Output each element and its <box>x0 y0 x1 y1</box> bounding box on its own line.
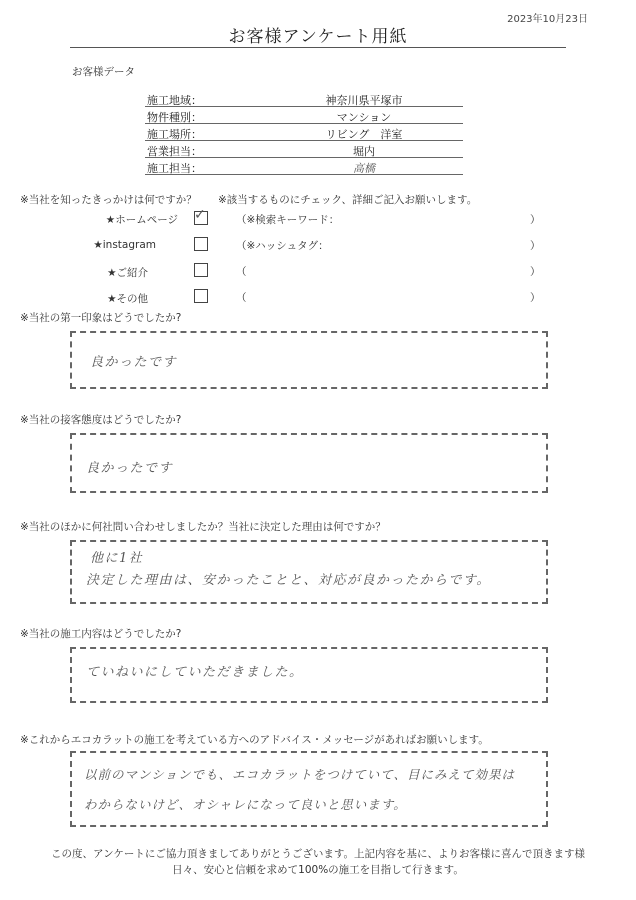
customer-row-label: 施工担当： <box>147 162 202 175</box>
source-checkbox-other[interactable] <box>194 289 208 303</box>
answer-text: 良かったです <box>86 461 174 476</box>
answer-box-other-companies[interactable] <box>70 540 548 604</box>
check-icon: ✓ <box>194 207 206 223</box>
customer-row-value: マンション <box>336 111 392 124</box>
source-option-label: ★その他 <box>107 293 148 305</box>
answer-text-line2: わからないけど、オシャレになって良いと思います。 <box>84 797 407 812</box>
answer-box-first-impression[interactable] <box>70 331 548 389</box>
source-detail-close: ） <box>530 292 541 304</box>
answer-text: ていねいにしていただきました。 <box>86 665 304 680</box>
question-how-found-note: ※該当するものにチェック、詳細ご記入お願いします。 <box>218 194 478 206</box>
source-detail-close: ） <box>530 214 541 226</box>
answer-box-advice-message[interactable] <box>70 751 548 827</box>
customer-row-location <box>145 125 463 141</box>
customer-row-label: 営業担当： <box>147 145 202 158</box>
source-option-label: ★ホームページ <box>105 214 178 226</box>
customer-row-value: 神奈川県平塚市 <box>325 94 403 107</box>
footer-message-line2: 日々、安心と信頼を求めて100%の施工を目指して行きます。 <box>172 864 464 876</box>
source-detail-label: （※検索キーワード： <box>236 214 340 226</box>
question-customer-service: ※当社の接客態度はどうでしたか? <box>20 414 182 426</box>
answer-box-customer-service[interactable] <box>70 433 548 493</box>
customer-row-value: リビング 洋室 <box>325 128 403 141</box>
question-advice-message: ※これからエコカラットの施工を考えている方へのアドバイス・メッセージがあればお願いします。 <box>20 734 489 746</box>
customer-row-sales-rep <box>145 142 463 158</box>
source-checkbox-homepage[interactable] <box>194 207 208 225</box>
source-detail-close: ） <box>530 240 541 252</box>
source-checkbox-referral[interactable] <box>194 263 208 277</box>
source-detail-label: （ <box>236 266 247 278</box>
answer-text-line2: 決定した理由は、安かったことと、対応が良かったからです。 <box>86 573 491 588</box>
source-detail-label: （※ハッシュタグ： <box>236 240 329 252</box>
source-option-label: ★ご紹介 <box>107 267 148 279</box>
customer-row-label: 物件種別： <box>147 111 202 124</box>
answer-text-line1: 以前のマンションでも、エコカラットをつけていて、目にみえて効果は <box>84 767 515 782</box>
footer-message-line1: この度、アンケートにご協力頂きましてありがとうございます。上記内容を基に、よりお客様に喜んで頂きます様 <box>50 848 586 860</box>
customer-row-label: 施工場所： <box>147 128 202 141</box>
question-how-found: ※当社を知ったきっかけは何ですか？ <box>20 194 197 206</box>
title-divider <box>70 47 566 48</box>
customer-row-value: 堀内 <box>353 145 375 158</box>
source-checkbox-instagram[interactable] <box>194 237 208 251</box>
question-other-companies: ※当社のほかに何社問い合わせしましたか？当社に決定した理由は何ですか？ <box>20 521 386 533</box>
source-detail-close: ） <box>530 266 541 278</box>
answer-box-installation-quality[interactable] <box>70 647 548 703</box>
answer-text-line1: 他に1社 <box>90 551 144 566</box>
answer-text: 良かったです <box>90 355 178 370</box>
customer-row-area <box>145 91 463 107</box>
customer-section-label: お客様データ <box>72 66 135 78</box>
customer-row-value: 高橋 <box>353 162 375 175</box>
page-title: お客様アンケート用紙 <box>228 27 408 47</box>
source-detail-label: （ <box>236 292 247 304</box>
customer-row-installer <box>145 159 463 175</box>
source-option-label: ★instagram <box>93 239 156 251</box>
question-first-impression: ※当社の第一印象はどうでしたか? <box>20 312 182 324</box>
customer-row-property-type <box>145 108 463 124</box>
customer-row-label: 施工地域： <box>147 94 202 107</box>
survey-date: 2023年10月23日 <box>507 14 588 25</box>
question-installation-quality: ※当社の施工内容はどうでしたか? <box>20 628 182 640</box>
